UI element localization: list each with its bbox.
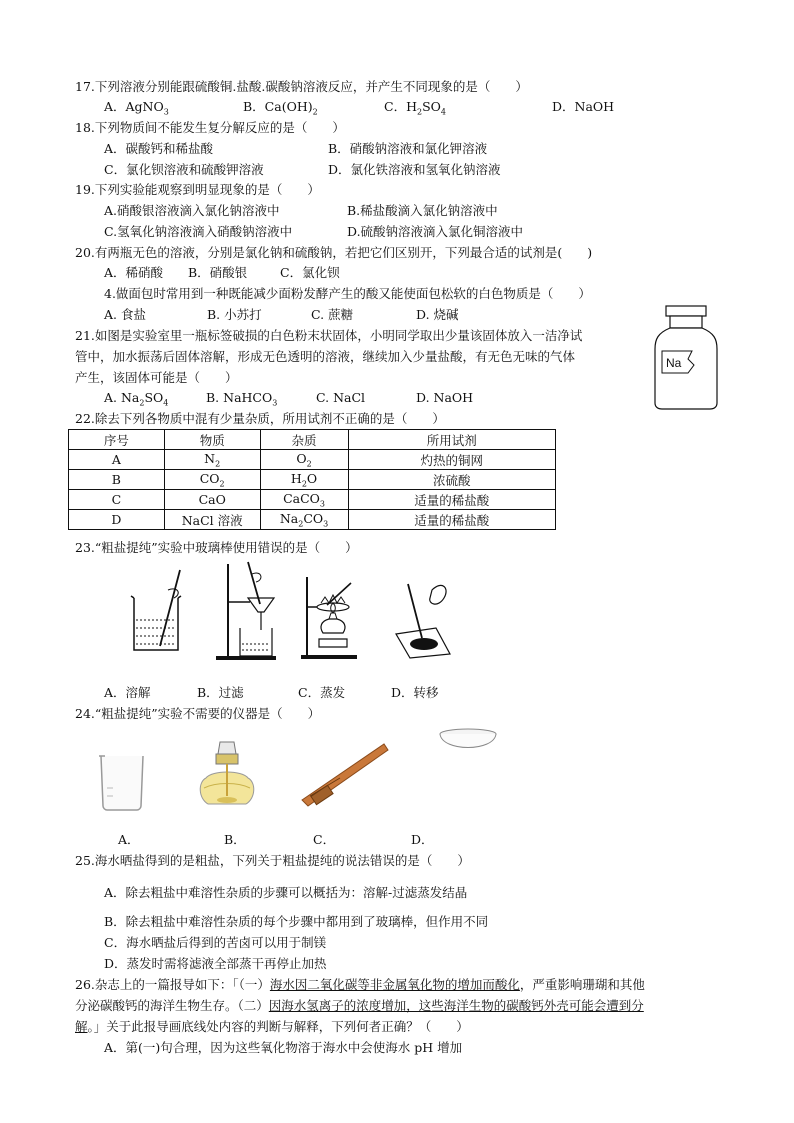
alcohol-lamp-figure: [196, 738, 258, 812]
impurity-cell: $H_2O$: [260, 470, 348, 490]
reagent-cell: 灼热的铜网: [348, 450, 556, 470]
q24-option-d: D．: [411, 832, 434, 847]
q23-option-b: B．过滤: [197, 685, 244, 700]
beaker-figure: [97, 752, 147, 812]
q26-option-a: A．第(一)句合理，因为这些氧化物溶于海水中会使海水 pH 增加: [104, 1040, 463, 1055]
transfer-figure: [392, 578, 454, 660]
substance-cell: CaO: [164, 490, 260, 510]
table-row: [69, 470, 556, 490]
q22-stem: 22.除去下列各物质中混有少量杂质，所用试剂不正确的是（ ）: [75, 411, 445, 426]
filtration-figure: [214, 560, 284, 662]
q17-stem: 17.下列溶液分别能跟硫酸铜.盐酸.碳酸钠溶液反应，并产生不同现象的是（ ）: [75, 79, 528, 94]
q24-option-a: A．: [118, 832, 140, 847]
q19-option-b: B.稀盐酸滴入氯化钠溶液中: [347, 203, 498, 218]
q23-option-c: C．蒸发: [298, 685, 346, 700]
substance-cell: $N_2$: [164, 450, 260, 470]
substance-cell: NaCl 溶液: [164, 510, 260, 530]
q21-option-d: D. NaOH: [416, 390, 474, 405]
header-cell: 序号: [69, 430, 165, 450]
q25-option-b: B．除去粗盐中难溶性杂质的每个步骤中都用到了玻璃棒，但作用不同: [104, 914, 489, 929]
bottle-label-text: Na: [666, 356, 682, 370]
evaporating-dish-figure: [436, 726, 500, 760]
q26-line-1: 26.杂志上的一篇报导如下：「（一）海水因二氧化碳等非金属氧化物的增加而酸化，严重影响珊瑚和其他: [75, 977, 645, 992]
q21-line-1: 21.如图是实验室里一瓶标签破损的白色粉末状固体，小明同学取出少量该固体放入一洁净试: [75, 328, 583, 343]
q19-option-d: D.硫酸钠溶液滴入氯化铜溶液中: [347, 224, 524, 239]
q20-option-a: A．稀硝酸: [104, 265, 164, 280]
table-row: [69, 510, 556, 530]
q17-option-a: A．AgNO$_3$: [104, 99, 169, 117]
q24-option-b: B．: [224, 832, 246, 847]
q4-option-d: D. 烧碱: [416, 307, 459, 322]
reagent-cell: 适量的稀盐酸: [348, 490, 556, 510]
q17-option-c: C．$H_2SO_4$: [384, 99, 446, 117]
q19-option-c: C.氢氧化钠溶液滴入硝酸钠溶液中: [104, 224, 293, 239]
test-tube-holder-figure: [300, 738, 392, 810]
q17-option-b: B．$Ca(OH)_2$: [243, 99, 318, 117]
q25-stem: 25.海水晒盐得到的是粗盐，下列关于粗盐提纯的说法错误的是（ ）: [75, 853, 470, 868]
q24-stem: 24.“粗盐提纯”实验不需要的仪器是（ ）: [75, 706, 321, 721]
q19-stem: 19.下列实验能观察到明显现象的是（ ）: [75, 182, 320, 197]
q23-option-d: D．转移: [391, 685, 439, 700]
q21-option-c: C. NaCl: [316, 390, 366, 405]
q21-line-3: 产生，该固体可能是（ ）: [75, 370, 238, 385]
impurity-cell: CaCO$_3$: [260, 490, 348, 510]
impurity-cell: $Na_2CO_3$: [260, 510, 348, 530]
table-row: [69, 450, 556, 470]
header-cell: 所用试剂: [348, 430, 556, 450]
q4-option-a: A. 食盐: [104, 307, 146, 322]
table-row: [69, 490, 556, 510]
q26-line-2: 分泌碳酸钙的海洋生物生存。（二）因海水氢离子的浓度增加，这些海洋生物的碳酸钙外壳可能会遭到分: [75, 998, 644, 1013]
reagent-cell: 浓硫酸: [348, 470, 556, 490]
reagent-bottle-figure: [650, 303, 722, 411]
q21-option-b: B. NaHCO$_3$: [206, 390, 278, 408]
q26-line-3: 解。」关于此报导画底线处内容的判断与解释，下列何者正确？（ ）: [75, 1019, 469, 1034]
impurity-cell: $O_2$: [260, 450, 348, 470]
q21-option-a: A. $Na_2SO_4$: [104, 390, 169, 408]
q4-option-c: C. 蔗糖: [311, 307, 354, 322]
q18-option-c: C．氯化钡溶液和硫酸钾溶液: [104, 162, 264, 177]
q18-option-a: A．碳酸钙和稀盐酸: [104, 141, 214, 156]
q25-option-a: A．除去粗盐中难溶性杂质的步骤可以概括为：溶解-过滤蒸发结晶: [104, 885, 468, 900]
row-id: A: [69, 450, 165, 470]
q22-table: [68, 429, 556, 530]
q25-option-d: D．蒸发时需将滤液全部蒸干再停止加热: [104, 956, 327, 971]
q19-option-a: A.硝酸银溶液滴入氯化钠溶液中: [104, 203, 280, 218]
row-id: D: [69, 510, 165, 530]
row-id: B: [69, 470, 165, 490]
substance-cell: $CO_2$: [164, 470, 260, 490]
q18-option-d: D．氯化铁溶液和氢氧化钠溶液: [328, 162, 501, 177]
q17-option-d: D．NaOH: [552, 99, 615, 114]
q23-stem: 23.“粗盐提纯”实验中玻璃棒使用错误的是（ ）: [75, 540, 358, 555]
dissolving-beaker-figure: [128, 568, 188, 658]
q18-option-b: B．硝酸钠溶液和氯化钾溶液: [328, 141, 488, 156]
q4-option-b: B. 小苏打: [207, 307, 262, 322]
q20-option-c: C．氯化钡: [280, 265, 340, 280]
table-header-row: [69, 430, 556, 450]
row-id: C: [69, 490, 165, 510]
evaporation-figure: [299, 575, 361, 661]
reagent-cell: 适量的稀盐酸: [348, 510, 556, 530]
q21-line-2: 管中，加水振荡后固体溶解，形成无色透明的溶液，继续加入少量盐酸，有无色无味的气体: [75, 349, 576, 364]
q18-stem: 18.下列物质间不能发生复分解反应的是（ ）: [75, 120, 345, 135]
q24-option-c: C．: [313, 832, 336, 847]
header-cell: 杂质: [260, 430, 348, 450]
q20-option-b: B．硝酸银: [188, 265, 248, 280]
header-cell: 物质: [164, 430, 260, 450]
q20-stem: 20.有两瓶无色的溶液，分别是氯化钠和硫酸钠，若把它们区别开，下列最合适的试剂是( ): [75, 245, 593, 260]
q23-option-a: A．溶解: [104, 685, 151, 700]
q4-stem: 4.做面包时常用到一种既能减少面粉发酵产生的酸又能使面包松软的白色物质是（ ）: [104, 286, 591, 301]
q25-option-c: C．海水晒盐后得到的苦卤可以用于制镁: [104, 935, 327, 950]
